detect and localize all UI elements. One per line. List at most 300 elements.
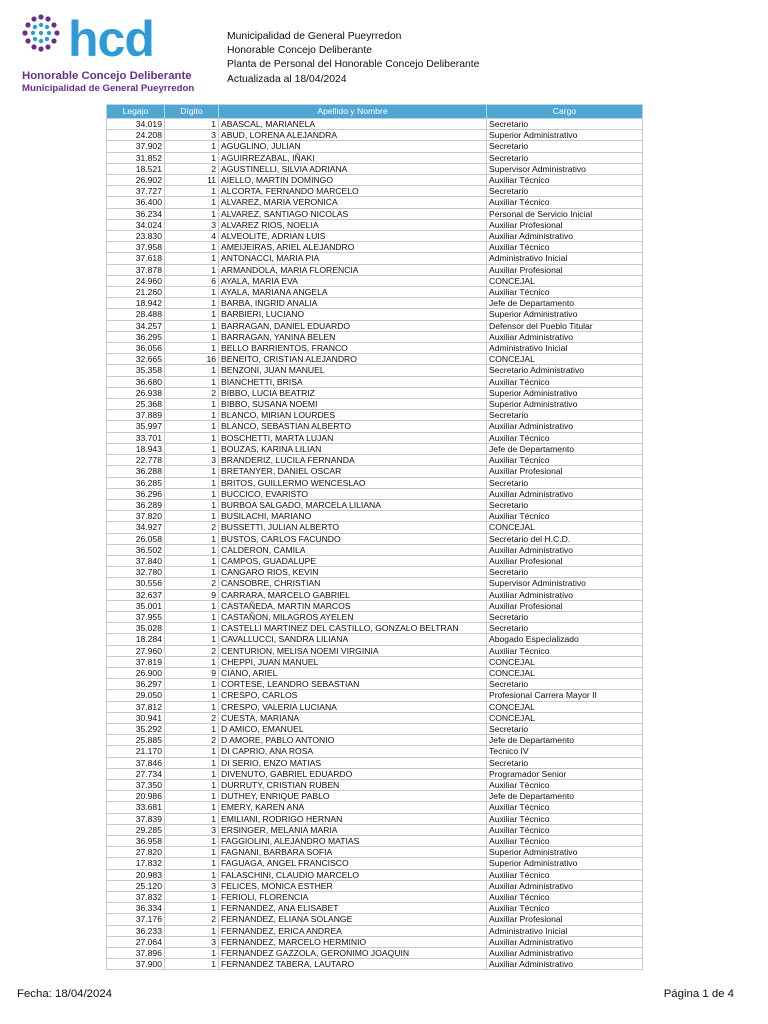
cell-cargo: Auxiliar Técnico [487,903,643,914]
cell-legajo: 22.778 [107,455,165,466]
cell-legajo: 26.938 [107,387,165,398]
footer-date: Fecha: 18/04/2024 [17,988,112,1000]
cell-legajo: 32.780 [107,567,165,578]
cell-nombre: CAVALLUCCI, SANDRA LILIANA [219,634,487,645]
cell-legajo: 33.681 [107,802,165,813]
logo-wordmark: hcd [68,14,154,67]
cell-nombre: ANTONACCI, MARIA PIA [219,253,487,264]
table-row [107,813,643,824]
cell-cargo: Auxiliar Técnico [487,455,643,466]
cell-cargo: Auxiliar Técnico [487,824,643,835]
cell-nombre: BOSCHETTI, MARTA LUJAN [219,432,487,443]
cell-nombre: ARMANDOLA, MARIA FLORENCIA [219,264,487,275]
table-row [107,925,643,936]
cell-digito: 1 [165,309,219,320]
cell-nombre: BENEITO, CRISTIAN ALEJANDRO [219,354,487,365]
table-row [107,522,643,533]
cell-nombre: DURRUTY, CRISTIAN RUBEN [219,779,487,790]
cell-digito: 1 [165,836,219,847]
table-row [107,712,643,723]
cell-legajo: 24.960 [107,275,165,286]
cell-cargo: Profesional Carrera Mayor II [487,690,643,701]
cell-digito: 1 [165,399,219,410]
table-row [107,611,643,622]
table-row [107,836,643,847]
cell-legajo: 27.734 [107,768,165,779]
cell-nombre: FALASCHINI, CLAUDIO MARCELO [219,869,487,880]
table-row [107,959,643,970]
cell-nombre: BUSTOS, CARLOS FACUNDO [219,533,487,544]
table-row [107,197,643,208]
cell-digito: 1 [165,432,219,443]
cell-cargo: Auxiliar Administrativo [487,488,643,499]
cell-digito: 1 [165,600,219,611]
cell-digito: 2 [165,387,219,398]
table-row [107,779,643,790]
table-row [107,914,643,925]
cell-legajo: 29.050 [107,690,165,701]
cell-legajo: 37.812 [107,701,165,712]
cell-legajo: 18.284 [107,634,165,645]
table-row [107,869,643,880]
cell-cargo: Superior Administrativo [487,130,643,141]
cell-legajo: 27.820 [107,847,165,858]
hcd-logo [22,14,212,96]
cell-cargo: Auxiliar Administrativo [487,936,643,947]
cell-digito: 1 [165,567,219,578]
cell-legajo: 36.234 [107,208,165,219]
table-row [107,242,643,253]
cell-nombre: CORTESE, LEANDRO SEBASTIAN [219,679,487,690]
cell-digito: 1 [165,443,219,454]
cell-legajo: 37.889 [107,410,165,421]
table-row [107,679,643,690]
cell-digito: 1 [165,869,219,880]
cell-nombre: ALVAREZ RIOS, NOELIA [219,219,487,230]
cell-legajo: 37.819 [107,656,165,667]
cell-nombre: D AMICO, EMANUEL [219,723,487,734]
table-row [107,455,643,466]
cell-cargo: Secretario [487,757,643,768]
cell-legajo: 20.986 [107,791,165,802]
cell-digito: 1 [165,813,219,824]
cell-cargo: Secretario [487,723,643,734]
cell-cargo: Secretario [487,186,643,197]
cell-legajo: 37.902 [107,141,165,152]
cell-legajo: 27.064 [107,936,165,947]
cell-digito: 1 [165,186,219,197]
cell-nombre: CRESPO, VALERIA LUCIANA [219,701,487,712]
cell-nombre: ALVEOLITE, ADRIAN LUIS [219,231,487,242]
cell-legajo: 28.488 [107,309,165,320]
cell-nombre: BARRAGAN, YANINA BELEN [219,331,487,342]
table-row [107,746,643,757]
staff-table-body [107,119,643,970]
cell-nombre: BLANCO, MIRIAN LOURDES [219,410,487,421]
cell-legajo: 35.292 [107,723,165,734]
cell-cargo: Auxiliar Administrativo [487,231,643,242]
cell-digito: 1 [165,488,219,499]
cell-legajo: 36.285 [107,477,165,488]
table-row [107,488,643,499]
cell-nombre: D AMORE, PABLO ANTONIO [219,735,487,746]
table-row [107,287,643,298]
cell-digito: 1 [165,858,219,869]
table-row [107,824,643,835]
cell-nombre: AGUSTINELLI, SILVIA ADRIANA [219,163,487,174]
cell-digito: 2 [165,712,219,723]
cell-digito: 1 [165,264,219,275]
cell-digito: 3 [165,455,219,466]
cell-digito: 1 [165,791,219,802]
cell-cargo: Superior Administrativo [487,858,643,869]
cell-legajo: 34.019 [107,119,165,130]
cell-cargo: Administrativo Inicial [487,253,643,264]
cell-digito: 1 [165,119,219,130]
cell-digito: 11 [165,175,219,186]
cell-cargo: CONCEJAL [487,667,643,678]
cell-nombre: CRESPO, CARLOS [219,690,487,701]
cell-legajo: 25.120 [107,880,165,891]
cell-legajo: 36.958 [107,836,165,847]
cell-legajo: 37.839 [107,813,165,824]
column-header-legajo: Legajo [107,105,165,119]
cell-legajo: 34.257 [107,320,165,331]
cell-nombre: CASTAÑEDA, MARTIN MARCOS [219,600,487,611]
table-row [107,544,643,555]
table-row [107,735,643,746]
cell-digito: 1 [165,656,219,667]
header-municipality: Municipalidad de General Pueyrredon [227,31,402,42]
cell-nombre: AYALA, MARIANA ANGELA [219,287,487,298]
cell-nombre: ERSINGER, MELANIA MARIA [219,824,487,835]
column-header-nombre: Apellido y Nombre [219,105,487,119]
cell-legajo: 34.024 [107,219,165,230]
table-row [107,768,643,779]
cell-digito: 9 [165,589,219,600]
cell-nombre: ALVAREZ, SANTIAGO NICOLAS [219,208,487,219]
cell-digito: 1 [165,544,219,555]
cell-digito: 3 [165,824,219,835]
cell-digito: 1 [165,141,219,152]
cell-cargo: Administrativo Inicial [487,925,643,936]
column-header-cargo: Cargo [487,105,643,119]
cell-cargo: Secretario [487,119,643,130]
cell-cargo: Auxiliar Técnico [487,376,643,387]
cell-cargo: Superior Administrativo [487,309,643,320]
cell-cargo: Secretario [487,499,643,510]
table-row [107,410,643,421]
table-row [107,567,643,578]
table-row [107,847,643,858]
cell-nombre: CASTELLI MARTINEZ DEL CASTILLO, GONZALO BELTRAN [219,623,487,634]
table-header-row [107,105,643,119]
cell-digito: 1 [165,343,219,354]
cell-cargo: Jefe de Departamento [487,791,643,802]
cell-legajo: 36.680 [107,376,165,387]
cell-digito: 1 [165,903,219,914]
cell-cargo: Secretario [487,410,643,421]
cell-cargo: Secretario [487,477,643,488]
cell-digito: 1 [165,242,219,253]
cell-legajo: 35.997 [107,421,165,432]
table-row [107,511,643,522]
cell-legajo: 37.618 [107,253,165,264]
cell-nombre: FERNANDEZ GAZZOLA, GERONIMO JOAQUIN [219,948,487,959]
table-row [107,399,643,410]
cell-cargo: Auxiliar Técnico [487,836,643,847]
cell-digito: 1 [165,320,219,331]
cell-digito: 1 [165,757,219,768]
cell-nombre: EMERY, KAREN ANA [219,802,487,813]
cell-cargo: Auxiliar Técnico [487,645,643,656]
cell-cargo: Auxiliar Técnico [487,197,643,208]
cell-legajo: 25.368 [107,399,165,410]
cell-nombre: BELLO BARRIENTOS, FRANCO [219,343,487,354]
cell-nombre: FAGUAGA, ANGEL FRANCISCO [219,858,487,869]
table-row [107,231,643,242]
cell-digito: 1 [165,298,219,309]
cell-nombre: BOUZAS, KARINA LILIAN [219,443,487,454]
table-row [107,432,643,443]
cell-legajo: 20.983 [107,869,165,880]
cell-cargo: Auxiliar Administrativo [487,331,643,342]
cell-digito: 3 [165,936,219,947]
table-row [107,936,643,947]
cell-nombre: CARRARA, MARCELO GABRIEL [219,589,487,600]
table-row [107,141,643,152]
cell-cargo: Abogado Especializado [487,634,643,645]
cell-legajo: 27.960 [107,645,165,656]
cell-digito: 1 [165,331,219,342]
cell-legajo: 33.701 [107,432,165,443]
cell-nombre: BIBBO, SUSANA NOEMI [219,399,487,410]
cell-cargo: Auxiliar Técnico [487,869,643,880]
cell-digito: 3 [165,219,219,230]
cell-cargo: Defensor del Pueblo Titular [487,320,643,331]
cell-legajo: 36.288 [107,466,165,477]
cell-nombre: ALCORTA, FERNANDO MARCELO [219,186,487,197]
cell-legajo: 37.896 [107,948,165,959]
cell-nombre: CALDERON, CAMILA [219,544,487,555]
cell-cargo: Supervisor Administrativo [487,578,643,589]
cell-digito: 1 [165,376,219,387]
table-row [107,948,643,959]
cell-cargo: Tecnico IV [487,746,643,757]
cell-nombre: FERNANDEZ TABERA, LAUTARO [219,959,487,970]
cell-cargo: Auxiliar Profesional [487,555,643,566]
cell-cargo: Auxiliar Profesional [487,466,643,477]
cell-nombre: DI CAPRIO, ANA ROSA [219,746,487,757]
table-row [107,880,643,891]
cell-legajo: 36.056 [107,343,165,354]
cell-nombre: CANGARO RIOS, KEVIN [219,567,487,578]
cell-digito: 1 [165,768,219,779]
logo-line-2: Municipalidad de General Pueyrredon [22,83,195,94]
cell-cargo: CONCEJAL [487,701,643,712]
cell-digito: 1 [165,555,219,566]
cell-cargo: Auxiliar Técnico [487,892,643,903]
cell-cargo: Auxiliar Administrativo [487,948,643,959]
table-row [107,723,643,734]
table-row [107,298,643,309]
cell-legajo: 37.832 [107,892,165,903]
cell-nombre: BURBOA SALGADO, MARCELA LILIANA [219,499,487,510]
table-row [107,645,643,656]
cell-nombre: FERNANDEZ, ELIANA SOLANGE [219,914,487,925]
cell-digito: 1 [165,365,219,376]
header-council: Honorable Concejo Deliberante [227,45,372,57]
cell-cargo: Auxiliar Técnico [487,802,643,813]
cell-digito: 1 [165,679,219,690]
cell-cargo: Auxiliar Profesional [487,219,643,230]
cell-cargo: Auxiliar Profesional [487,264,643,275]
table-row [107,309,643,320]
cell-cargo: Auxiliar Técnico [487,511,643,522]
cell-legajo: 26.900 [107,667,165,678]
cell-legajo: 35.001 [107,600,165,611]
cell-cargo: Auxiliar Técnico [487,813,643,824]
table-row [107,466,643,477]
table-row [107,219,643,230]
cell-nombre: BLANCO, SEBASTIAN ALBERTO [219,421,487,432]
cell-cargo: Auxiliar Administrativo [487,421,643,432]
cell-legajo: 36.502 [107,544,165,555]
cell-nombre: FERNANDEZ, ERICA ANDREA [219,925,487,936]
cell-legajo: 36.400 [107,197,165,208]
cell-digito: 1 [165,701,219,712]
table-row [107,555,643,566]
cell-legajo: 36.295 [107,331,165,342]
cell-nombre: AGUIRREZABAL, IÑAKI [219,152,487,163]
cell-digito: 2 [165,645,219,656]
table-row [107,701,643,712]
table-row [107,387,643,398]
cell-nombre: FERIOLI, FLORENCIA [219,892,487,903]
document-header [227,30,479,87]
cell-cargo: Jefe de Departamento [487,298,643,309]
cell-legajo: 17.832 [107,858,165,869]
cell-digito: 1 [165,152,219,163]
cell-legajo: 21.260 [107,287,165,298]
cell-nombre: CHEPPI, JUAN MANUEL [219,656,487,667]
cell-digito: 1 [165,959,219,970]
cell-nombre: FERNANDEZ, MARCELO HERMINIO [219,936,487,947]
cell-cargo: Secretario [487,623,643,634]
cell-digito: 1 [165,847,219,858]
cell-digito: 1 [165,208,219,219]
hcd-logo-mark [22,14,212,70]
table-row [107,376,643,387]
cell-nombre: CAMPOS, GUADALUPE [219,555,487,566]
cell-legajo: 23.830 [107,231,165,242]
table-row [107,152,643,163]
cell-cargo: Auxiliar Técnico [487,779,643,790]
cell-digito: 1 [165,477,219,488]
cell-digito: 6 [165,275,219,286]
cell-cargo: Administrativo Inicial [487,343,643,354]
cell-legajo: 37.176 [107,914,165,925]
cell-digito: 2 [165,914,219,925]
cell-digito: 2 [165,735,219,746]
cell-legajo: 31.852 [107,152,165,163]
cell-digito: 1 [165,802,219,813]
table-row [107,320,643,331]
table-row [107,892,643,903]
table-row [107,499,643,510]
table-row [107,365,643,376]
cell-legajo: 37.878 [107,264,165,275]
cell-cargo: Auxiliar Administrativo [487,544,643,555]
cell-cargo: CONCEJAL [487,656,643,667]
cell-cargo: Auxiliar Administrativo [487,959,643,970]
cell-nombre: FAGNANI, BARBARA SOFIA [219,847,487,858]
cell-legajo: 36.297 [107,679,165,690]
cell-nombre: BARRAGAN, DANIEL EDUARDO [219,320,487,331]
cell-cargo: Jefe de Departamento [487,735,643,746]
cell-cargo: Secretario [487,611,643,622]
cell-nombre: BUSILACHI, MARIANO [219,511,487,522]
cell-legajo: 37.955 [107,611,165,622]
cell-nombre: EMILIANI, RODRIGO HERNAN [219,813,487,824]
cell-digito: 1 [165,690,219,701]
cell-digito: 1 [165,466,219,477]
cell-digito: 1 [165,253,219,264]
table-row [107,477,643,488]
cell-cargo: Secretario [487,141,643,152]
cell-cargo: Programador Senior [487,768,643,779]
table-row [107,903,643,914]
cell-cargo: Auxiliar Administrativo [487,880,643,891]
cell-nombre: ALVAREZ, MARIA VERONICA [219,197,487,208]
cell-legajo: 37.900 [107,959,165,970]
cell-legajo: 36.334 [107,903,165,914]
cell-nombre: BRITOS, GUILLERMO WENCESLAO [219,477,487,488]
cell-digito: 2 [165,163,219,174]
cell-nombre: ABASCAL, MARIANELA [219,119,487,130]
cell-nombre: BARBIERI, LUCIANO [219,309,487,320]
cell-nombre: CENTURION, MELISA NOEMI VIRGINIA [219,645,487,656]
cell-nombre: CASTAÑON, MILAGROS AYELEN [219,611,487,622]
cell-digito: 1 [165,611,219,622]
logo-line-1: Honorable Concejo Deliberante [22,70,192,82]
cell-legajo: 35.358 [107,365,165,376]
cell-digito: 1 [165,287,219,298]
cell-legajo: 37.820 [107,511,165,522]
cell-nombre: DIVENUTO, GABRIEL EDUARDO [219,768,487,779]
cell-cargo: CONCEJAL [487,522,643,533]
cell-cargo: CONCEJAL [487,354,643,365]
table-row [107,208,643,219]
table-row [107,443,643,454]
cell-legajo: 29.285 [107,824,165,835]
cell-nombre: CIANO, ARIEL [219,667,487,678]
cell-nombre: FELICES, MONICA ESTHER [219,880,487,891]
table-row [107,690,643,701]
table-row [107,623,643,634]
cell-nombre: AGUGLINO, JULIAN [219,141,487,152]
cell-legajo: 21.170 [107,746,165,757]
footer-page-number: Página 1 de 4 [663,988,734,1000]
cell-cargo: CONCEJAL [487,275,643,286]
cell-legajo: 37.846 [107,757,165,768]
cell-digito: 9 [165,667,219,678]
cell-digito: 1 [165,499,219,510]
cell-digito: 3 [165,130,219,141]
table-row [107,130,643,141]
table-row [107,656,643,667]
table-row [107,667,643,678]
